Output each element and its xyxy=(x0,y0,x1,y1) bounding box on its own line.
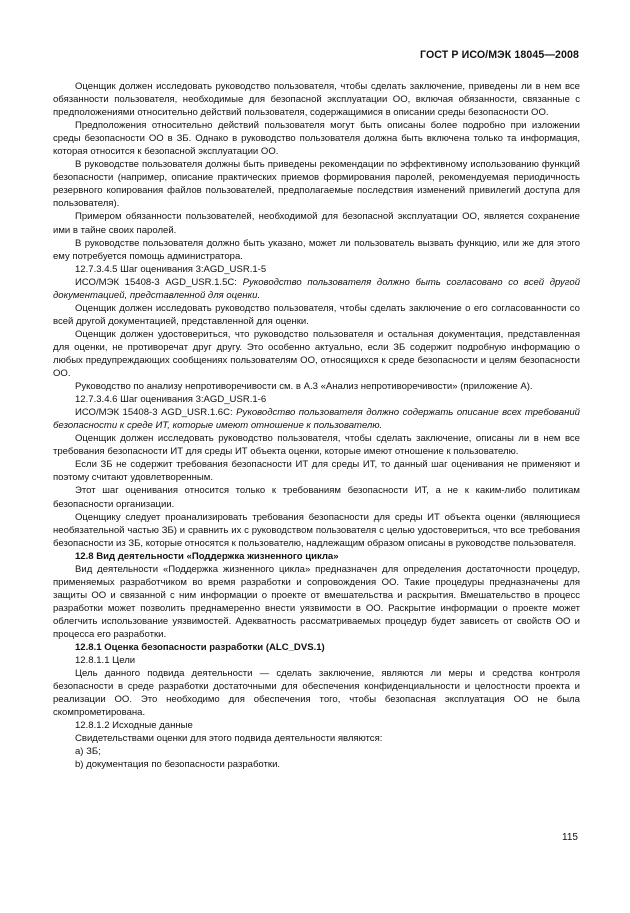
paragraph: Цель данного подвида деятельности — сделать заключение, являются ли меры и средства контроля безопасности в среде разработки достаточными для обеспечения конфиденциальности и целостности проекта и реализации ОО. Это необходимо для обеспечения того, чтобы безопасная эксплуатация ОО не была скомпрометирована. xyxy=(53,668,580,719)
standard-header: ГОСТ Р ИСО/МЭК 18045—2008 xyxy=(420,49,579,61)
work-unit-element xyxy=(53,276,580,302)
page-number: 115 xyxy=(562,832,578,843)
paragraph: Примером обязанности пользователей, необходимой для безопасной эксплуатации ОО, является сохранение ими в тайне своих паролей. xyxy=(53,211,580,236)
section-heading: 12.8 Вид деятельности «Поддержка жизненного цикла» xyxy=(75,550,339,562)
work-unit-heading: 12.7.3.4.5 Шаг оценивания 3:AGD_USR.1-5 xyxy=(75,263,267,275)
paragraph: Этот шаг оценивания относится только к требованиям безопасности ИТ, а не к каким-либо политикам безопасности организации. xyxy=(53,485,580,510)
element-ref: ИСО/МЭК 15408-3 AGD_USR.1.6C: xyxy=(75,407,237,419)
paragraph: Оценщик должен исследовать руководство пользователя, чтобы сделать заключение о его согласованности со всей другой документацией, представленной для оценки. xyxy=(53,302,580,327)
paragraph: Свидетельствами оценки для этого подвида деятельности являются: xyxy=(75,733,383,745)
element-text: Руководство пользователя должно содержать описание всех требований безопасности к среде ИТ, которые имеют отношение к пользователю. xyxy=(53,407,580,432)
subsection-heading: 12.8.1 Оценка безопасности разработки (ALC_DVS.1) xyxy=(75,642,325,654)
paragraph: Вид деятельности «Поддержка жизненного цикла» предназначен для определения достаточности процедур, применяемых разработчиком во время разработки и сопровождения ОО. Такие процедуры предназначены для защиты ОО и связанной с ним информации о проекте от вмешательства и раскрытия. Вмешательство в процесс разработки может позволить преднамеренно внести уязвимости в ОО. Раскрытие информации о проекте может облегчить использование уязвимостей. Адекватность рассматриваемых процедур будет зависеть от свойств ОО и процесса его разработки. xyxy=(53,563,580,640)
paragraph: В руководстве пользователя должно быть указано, может ли пользователь вызвать функцию, или же для этого ему потребуется помощь администратора. xyxy=(53,237,580,262)
work-unit-heading: 12.7.3.4.6 Шаг оценивания 3:AGD_USR.1-6 xyxy=(75,394,267,406)
paragraph: Оценщик должен исследовать руководство пользователя, чтобы сделать заключение, описаны ли в нем все требования безопасности ИТ для среды ИТ объекта оценки, которые имеют отношение к пользователю. xyxy=(53,433,580,458)
list-item: b) документация по безопасности разработки. xyxy=(75,759,281,771)
clause-heading: 12.8.1.1 Цели xyxy=(75,655,136,667)
element-text: Руководство пользователя должно быть согласовано со всей другой документацией, представленной для оценки. xyxy=(53,276,580,301)
list-item: а) ЗБ; xyxy=(75,746,101,758)
paragraph: Оценщику следует проанализировать требования безопасности для среды ИТ объекта оценки (являющиеся необязательной частью ЗБ) и сравнить их с руководством пользователя с целью удостовериться, что все требования безопасности из ЗБ, которые относятся к пользователю, надлежащим образом описаны в руководстве пользователя. xyxy=(53,511,580,549)
clause-heading: 12.8.1.2 Исходные данные xyxy=(75,720,193,732)
page-body xyxy=(53,80,580,771)
paragraph: Если ЗБ не содержит требования безопасности ИТ для среды ИТ, то данный шаг оценивания не применяют и поэтому считают удовлетворенным. xyxy=(53,459,580,484)
paragraph: В руководстве пользователя должны быть приведены рекомендации по эффективному использованию функций безопасности (например, описание практических приемов формирования паролей, рекомендуемая периодичность резервного копирования файлов пользователей, предполагаемые последствия изменений привилегий доступа для пользователя). xyxy=(53,159,580,210)
paragraph: Руководство по анализу непротиворечивости см. в А.3 «Анализ непротиворечивости» (приложение А). xyxy=(75,381,533,393)
element-ref: ИСО/МЭК 15408-3 AGD_USR.1.5C: xyxy=(75,276,243,288)
work-unit-element xyxy=(53,406,580,432)
paragraph: Оценщик должен исследовать руководство пользователя, чтобы сделать заключение, приведены ли в нем все обязанности пользователя, необходимые для безопасной эксплуатации ОО, включая обязанности, связанные с предположениями относительно действий пользователя, содержащимися в описании среды безопасности ОО. xyxy=(53,81,580,119)
paragraph: Предположения относительно действий пользователя могут быть описаны более подробно при изложении среды безопасности ОО в ЗБ. Однако в руководство пользователя должна быть включена только та информация, которая относится к безопасной эксплуатации ОО. xyxy=(53,120,580,158)
paragraph: Оценщик должен удостовериться, что руководство пользователя и остальная документация, представленная для оценки, не противоречат друг другу. Это особенно актуально, если ЗБ содержит подробную информацию о любых предупреждающих сообщениях пользователям ОО, относящихся к среде безопасности и целям безопасности ОО. xyxy=(53,328,580,380)
